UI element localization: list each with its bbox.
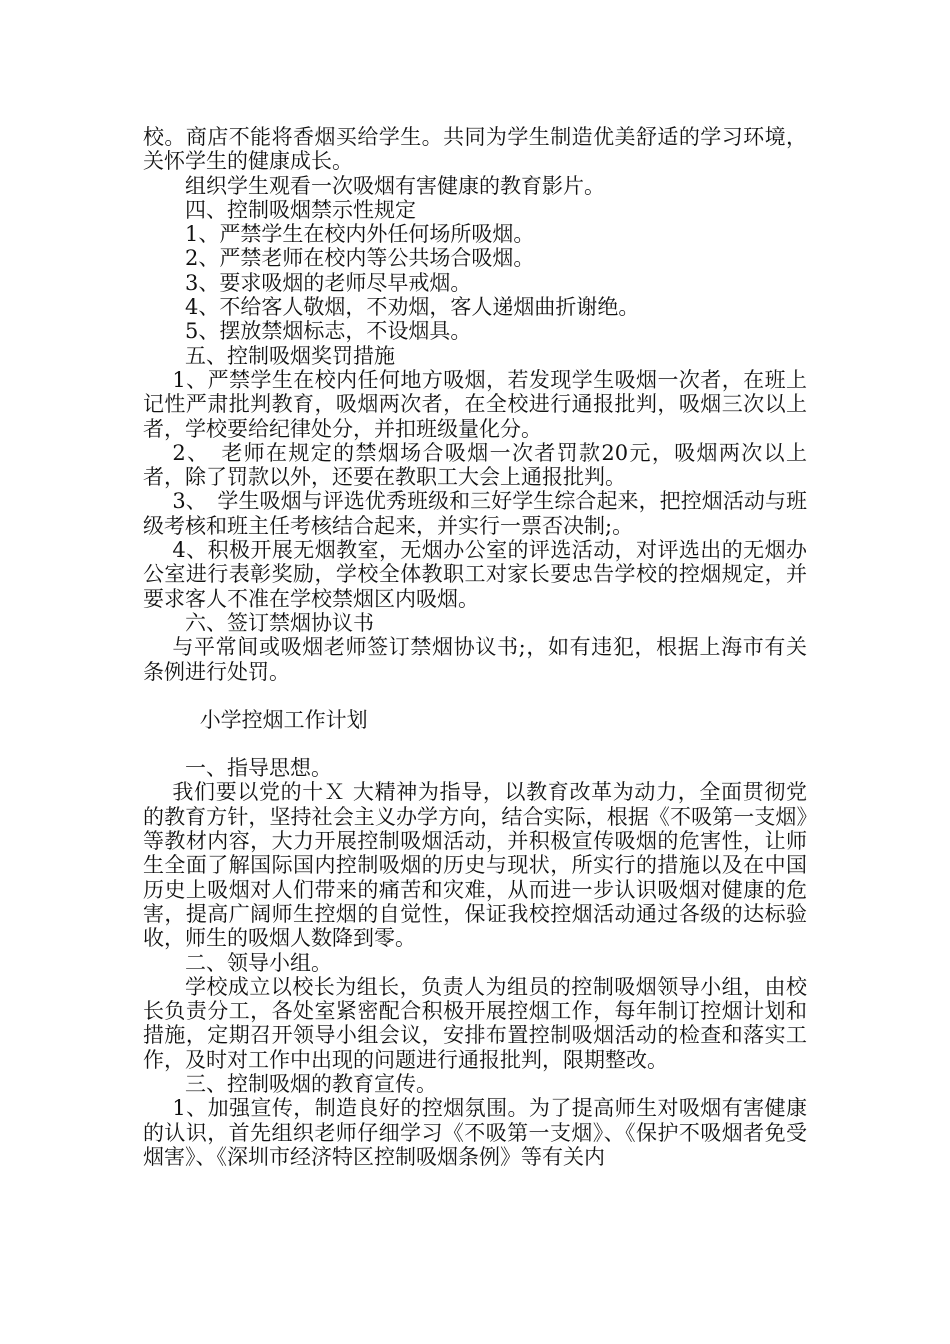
heading-leadership-group: 二、领导小组。 [185, 950, 332, 975]
heading-guiding-thought: 一、指导思想。 [185, 756, 332, 781]
paragraph-leadership-group: 学校成立以校长为组长，负责人为组员的控制吸烟领导小组，由校长负责分工，各处室紧密配合积极开展控烟工作，每年制订控烟计划和措施，定期召开领导小组会议，安排布置控制吸烟活动的检查和落实工作，及时对工作中出现的问题进行通报批判，限期整改。 [143, 974, 807, 1072]
list-item-rule-5: 5、摆放禁烟标志，不设烟具。 [185, 319, 472, 344]
paragraph-continuation: 校。商店不能将香烟买给学生。共同为学生制造优美舒适的学习环境，关怀学生的健康成长。 [143, 125, 807, 174]
heading-section-4: 四、控制吸烟禁示性规定 [185, 197, 416, 222]
paragraph-publicity-1: 1、加强宣传，制造良好的控烟氛围。为了提高师生对吸烟有害健康的认识，首先组织老师仔细学习《不吸第一支烟》、《保护不吸烟者免受烟害》、《深圳市经济特区控制吸烟条例》等有关内 [143, 1096, 807, 1169]
paragraph-measure-1: 1、严禁学生在校内任何地方吸烟，若发现学生吸烟一次者，在班上记性严肃批判教育，吸烟两次者，在全校进行通报批判，吸烟三次以上者，学校要给纪律处分，并扣班级量化分。 [143, 367, 807, 441]
list-item-rule-2: 2、严禁老师在校内等公共场合吸烟。 [185, 246, 535, 271]
heading-section-5: 五、控制吸烟奖罚措施 [185, 343, 395, 368]
paragraph-guiding-thought: 我们要以党的十Ｘ 大精神为指导，以教育改革为动力，全面贯彻党的教育方针，坚持社会主义办学方向，结合实际，根据《不吸第一支烟》等教材内容，大力开展控制吸烟活动，并积极宣传吸烟的危害性，让师生全面了解国际国内控制吸烟的历史与现状，所实行的措施以及在中国历史上吸烟对人们带来的痛苦和灾难，从而进一步认识吸烟对健康的危害，提高广阔师生控烟的自觉性，保证我校控烟活动通过各级的达标验收，师生的吸烟人数降到零。 [143, 780, 807, 951]
paragraph-film: 组织学生观看一次吸烟有害健康的教育影片。 [185, 173, 605, 198]
paragraph-measure-3: 3、 学生吸烟与评选优秀班级和三好学生综合起来，把控烟活动与班级考核和班主任考核结合起来，并实行一票否决制;。 [143, 489, 807, 538]
list-item-rule-1: 1、严禁学生在校内外任何场所吸烟。 [185, 222, 535, 247]
document-body [143, 125, 807, 1169]
document-title: 小学控烟工作计划 [199, 707, 368, 732]
heading-education-publicity: 三、控制吸烟的教育宣传。 [185, 1071, 437, 1096]
list-item-rule-4: 4、不给客人敬烟，不劝烟，客人递烟曲折谢绝。 [185, 295, 640, 320]
paragraph-measure-4: 4、积极开展无烟教室，无烟办公室的评选活动，对评选出的无烟办公室进行表彰奖励，学校全体教职工对家长要忠告学校的控烟规定，并要求客人不准在学校禁烟区内吸烟。 [143, 538, 807, 611]
paragraph-agreement: 与平常间或吸烟老师签订禁烟协议书;，如有违犯，根据上海市有关条例进行处罚。 [143, 635, 807, 684]
paragraph-measure-2: 2、 老师在规定的禁烟场合吸烟一次者罚款20元，吸烟两次以上者，除了罚款以外，还要在教职工大会上通报批判。 [143, 440, 807, 490]
list-item-rule-3: 3、要求吸烟的老师尽早戒烟。 [185, 270, 472, 295]
heading-section-6: 六、签订禁烟协议书 [185, 610, 374, 635]
